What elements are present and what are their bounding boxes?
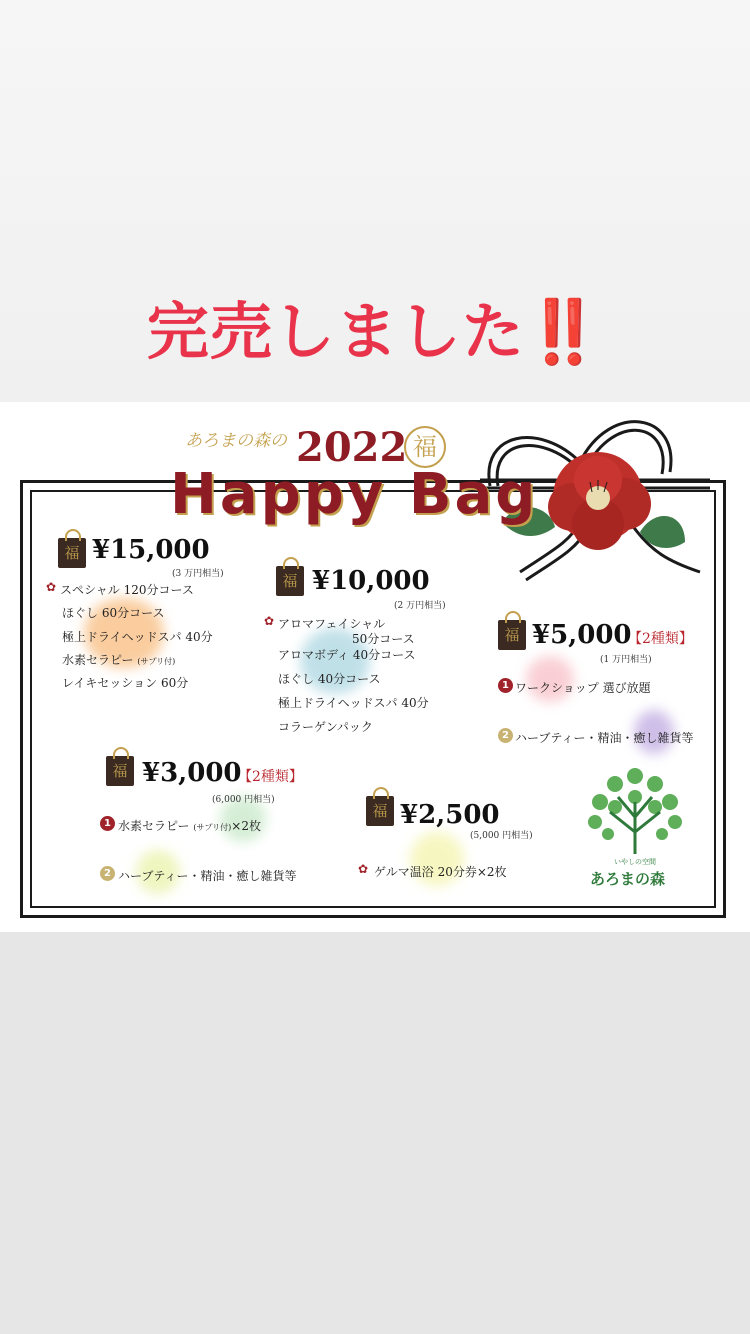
shopping-bag-icon: 福 — [58, 538, 86, 568]
fuku-emblem: 福 — [404, 426, 446, 468]
value-note: (3 万円相当) — [172, 569, 224, 579]
menu-item: コラーゲンパック — [278, 720, 373, 734]
number-2-badge: 2 — [100, 866, 115, 881]
year-text: 2022 — [296, 424, 408, 471]
shopping-bag-icon: 福 — [498, 620, 526, 650]
number-2-badge: 2 — [498, 728, 513, 743]
menu-item: ほぐし 40分コース — [278, 672, 381, 686]
variant-count: 【2種類】 — [238, 769, 303, 785]
option-item: ハーブティー・精油・癒し雑貨等 — [515, 731, 694, 745]
sold-out-banner — [0, 282, 750, 371]
sold-out-text: 完売しました — [146, 295, 525, 368]
happy-bag-flyer — [0, 402, 750, 932]
value-note: (1 万円相当) — [600, 655, 652, 665]
variant-count: 【2種類】 — [628, 631, 693, 647]
number-1-badge: 1 — [498, 678, 513, 693]
tree-logo-icon — [580, 762, 690, 857]
flower-bullet-icon: ✿ — [358, 862, 369, 876]
menu-item: 50分コース — [352, 632, 415, 646]
flower-bullet-icon: ✿ — [264, 614, 275, 628]
price-15000: ¥15,000 — [92, 535, 210, 565]
menu-item: レイキセッション 60分 — [62, 676, 189, 690]
logo-brand-name: あろまの森 — [590, 870, 666, 888]
double-exclamation-icon: ‼️ — [524, 295, 604, 368]
value-note: (6,000 円相当) — [212, 795, 275, 805]
shopping-bag-icon: 福 — [106, 756, 134, 786]
menu-item: アロマボディ 40分コース — [278, 648, 416, 662]
menu-item: ほぐし 60分コース — [62, 606, 165, 620]
price-5000: ¥5,000 — [532, 620, 632, 650]
price-10000: ¥10,000 — [312, 566, 430, 596]
menu-item: 水素セラピー (サプリ付) — [62, 653, 176, 667]
menu-item: 極上ドライヘッドスパ 40分 — [62, 630, 213, 644]
background-lower — [0, 932, 750, 1334]
option-item: ハーブティー・精油・癒し雑貨等 — [118, 869, 297, 883]
option-item: 水素セラピー (サプリ付)×2枚 — [118, 819, 261, 833]
price-3000: ¥3,000 — [142, 758, 242, 788]
number-1-badge: 1 — [100, 816, 115, 831]
option-item: ワークショップ 選び放題 — [515, 681, 651, 695]
menu-item: 極上ドライヘッドスパ 40分 — [278, 696, 429, 710]
menu-item: ゲルマ温浴 20分券×2枚 — [374, 865, 507, 879]
value-note: (5,000 円相当) — [470, 831, 533, 841]
menu-item: アロマフェイシャル — [278, 617, 386, 631]
value-note: (2 万円相当) — [394, 601, 446, 611]
shopping-bag-icon: 福 — [276, 566, 304, 596]
price-2500: ¥2,500 — [400, 800, 500, 830]
flower-bullet-icon: ✿ — [46, 580, 57, 594]
logo-tagline: いやしの空間 — [614, 858, 656, 866]
menu-item: スペシャル 120分コース — [60, 583, 194, 597]
shopping-bag-icon: 福 — [366, 796, 394, 826]
happy-bag-title: Happy Bag — [170, 462, 539, 527]
brand-small-text: あろまの森の — [185, 431, 287, 451]
